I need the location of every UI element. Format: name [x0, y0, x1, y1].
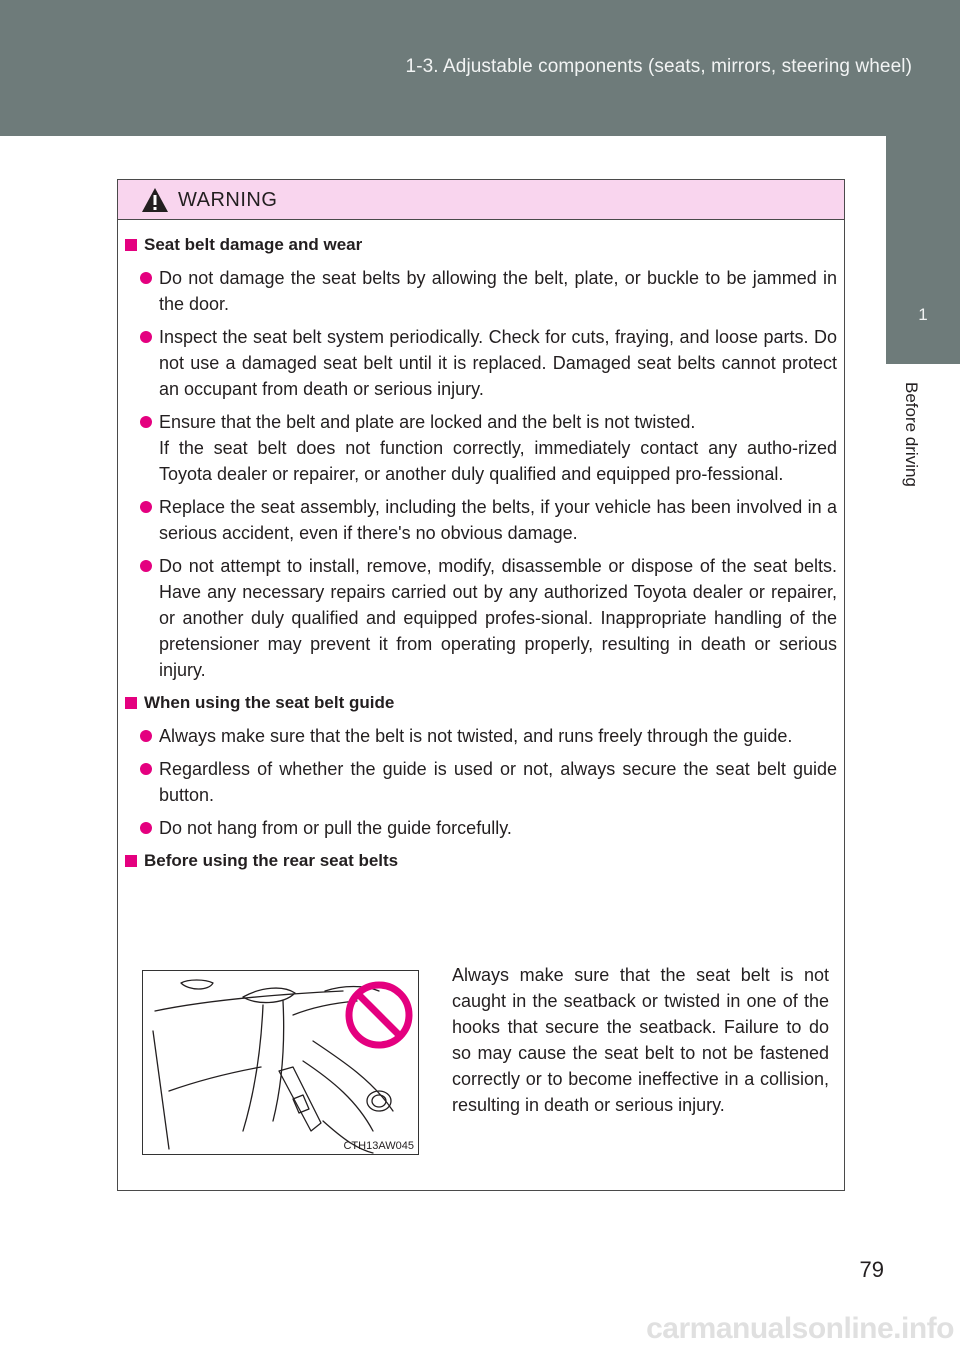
- list-item-text: Do not hang from or pull the guide forcefully.: [159, 818, 512, 838]
- warning-header: [118, 180, 844, 220]
- section-heading: [125, 848, 837, 874]
- list-item-text: Do not damage the seat belts by allowing the belt, plate, or buckle to be jammed in the door.: [159, 268, 837, 314]
- figure-code: CTH13AW045: [343, 1140, 414, 1152]
- circle-bullet-icon: [140, 272, 152, 284]
- circle-bullet-icon: [140, 730, 152, 742]
- list-item-text: Replace the seat assembly, including the belts, if your vehicle has been involved in a serious accident, even if there's no obvious damage.: [159, 497, 837, 543]
- list-item-text: Inspect the seat belt system periodically. Check for cuts, fraying, and loose parts. Do not use a damaged seat belt until it is replaced. Damaged seat belts cannot protect an occupant from death or serious injury.: [159, 327, 837, 399]
- warning-triangle-icon: [141, 187, 169, 213]
- circle-bullet-icon: [140, 416, 152, 428]
- list-item: [125, 815, 837, 841]
- list-item: [125, 723, 837, 749]
- list-item: [125, 409, 837, 435]
- list-item-text: Always make sure that the belt is not twisted, and runs freely through the guide.: [159, 726, 793, 746]
- list-item: [125, 494, 837, 546]
- square-bullet-icon: [125, 239, 137, 251]
- list-item-text: Regardless of whether the guide is used or not, always secure the seat belt guide button.: [159, 759, 837, 805]
- circle-bullet-icon: [140, 763, 152, 775]
- section-heading: [125, 690, 837, 716]
- list-item: [125, 756, 837, 808]
- circle-bullet-icon: [140, 560, 152, 572]
- section-heading-text: Seat belt damage and wear: [144, 235, 363, 254]
- section-heading: [125, 232, 837, 258]
- list-item: [125, 265, 837, 317]
- chapter-number: 1: [918, 305, 928, 324]
- rear-seat-belt-illustration: [142, 970, 419, 1155]
- figure-caption: Always make sure that the seat belt is not caught in the seatback or twisted in one of the hooks that secure the seatback. Failure to do so may cause the seat belt to not be fastened correctly or to become ineffective in a collision, resulting in death or serious injury.: [452, 965, 829, 1115]
- list-item-text: If the seat belt does not function correctly, immediately contact any autho-rized Toyota dealer or repairer, or another duly qualified and equipped pro-fessional.: [159, 438, 837, 484]
- seatback-belt-drawing: [143, 971, 418, 1154]
- prohibited-sign-icon: [349, 985, 409, 1045]
- square-bullet-icon: [125, 697, 137, 709]
- list-item-text: Ensure that the belt and plate are locked and the belt is not twisted.: [159, 412, 696, 432]
- circle-bullet-icon: [140, 822, 152, 834]
- watermark: carmanualsonline.info: [646, 1312, 954, 1345]
- section-title: 1-3. Adjustable components (seats, mirrors, steering wheel): [405, 56, 912, 77]
- list-item-continuation: [125, 435, 837, 487]
- section-heading-text: When using the seat belt guide: [144, 693, 395, 712]
- list-item: [125, 324, 837, 402]
- circle-bullet-icon: [140, 501, 152, 513]
- warning-content: [125, 232, 837, 881]
- chapter-tab: [886, 136, 960, 364]
- chapter-label: Before driving: [902, 382, 921, 487]
- warning-title: WARNING: [178, 189, 278, 211]
- page-number: 79: [859, 1257, 884, 1282]
- list-item-text: Do not attempt to install, remove, modify, disassemble or dispose of the seat belts. Have any necessary repairs carried out by any authorized Toyota dealer or repairer, or another duly qualified and equipped profes-sional. Inappropriate handling of the pretensioner may prevent it from operating properly, resulting in death or serious injury.: [159, 556, 837, 680]
- circle-bullet-icon: [140, 331, 152, 343]
- square-bullet-icon: [125, 855, 137, 867]
- section-heading-text: Before using the rear seat belts: [144, 851, 399, 870]
- list-item: [125, 553, 837, 683]
